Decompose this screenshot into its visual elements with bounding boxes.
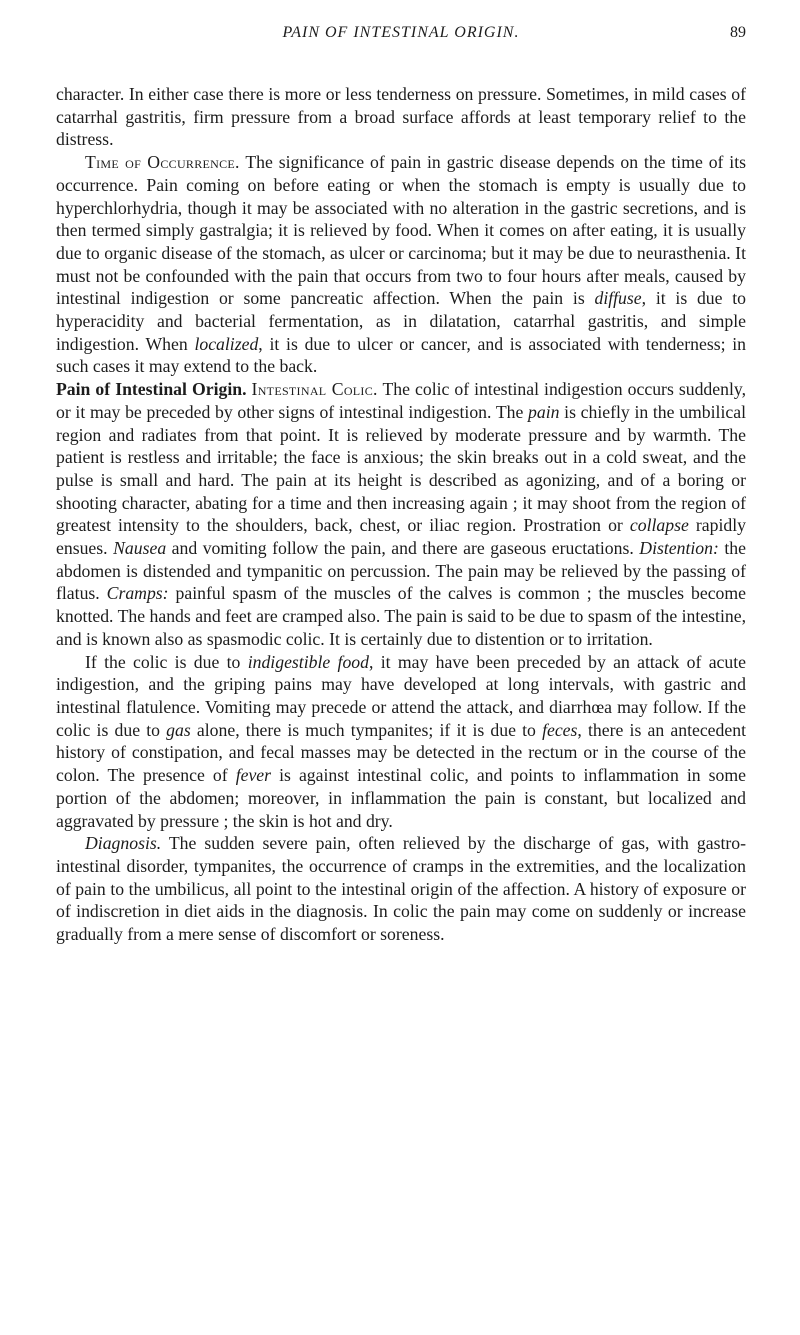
emphasis-text: Cramps: [106,583,169,604]
paragraph-diagnosis [56,832,746,946]
text-run: rapidly ensues. [56,515,746,559]
text-run: , it may have been preceded by an attack of acute indigestion, and the griping pains may have developed at long intervals, with gastric and intestinal flatulence. Vomiting may precede or attend the attack, and diarrhœa may follow. If the colic is due to [56,651,747,740]
emphasis-text: Time of Occurrence. [85,152,240,173]
text-run: and vomiting follow the pain, and there are gaseous eructations. [166,538,640,559]
text-run: is against intestinal colic, and points to inflammation in some portion of the abdomen; moreover, in inflammation the pain is constant, but localized and aggravated by pressure ; the skin is hot and dry. [56,765,746,831]
emphasis-text: Nausea [113,538,167,559]
emphasis-text: Pain of Intestinal Origin. [56,379,247,400]
emphasis-text: feces [542,719,578,740]
text-run: The colic of intestinal indigestion occurs suddenly, or it may be preceded by other signs of intestinal indigestion. The [56,379,746,422]
text-run: painful spasm of the muscles of the calves is common ; the muscles become knotted. The hands and feet are cramped also. The pain is said to be due to spasm of the intestine, and is known also as spasmodic colic. It is certainly due to distention or to irritation. [56,583,746,649]
text-run: character. In either case there is more or less tenderness on pressure. Sometimes, in mild cases of catarrhal gastritis, firm pressure from a broad surface affords at least temporary relief to the distress. [56,84,746,150]
paragraph-colic-causes [56,651,746,833]
emphasis-text: diffuse [594,288,642,309]
emphasis-text: indigestible food [247,651,369,672]
paragraph-intestinal-colic [56,378,746,650]
emphasis-text: pain [528,401,560,422]
text-run: , there is an antecedent history of constipation, and fecal masses may be detected in the rectum or in the course of the colon. The presence of [56,719,746,786]
emphasis-text: Intestinal Colic. [251,379,378,400]
page-number: 89 [730,24,746,41]
paragraph-continuation [56,83,746,151]
text-run: the abdomen is distended and tympanitic on percussion. The pain may be relieved by the passing of flatus. [56,538,747,604]
emphasis-text: Diagnosis. [85,833,162,854]
text-run: alone, there is much tympanites; if it is due to [190,719,543,740]
text-run: The significance of pain in gastric disease depends on the time of its occurrence. Pain coming on before eating or when the stomach is empty is usually due to hyperchlorhydria, though it may be associated with no alteration in the gastric secretions, and is then termed simply gastralgia; it is relieved by food. When it comes on after eating, it is usually due to organic disease of the stomach, as ulcer or carcinoma; but it may be due to neurasthenia. It must not be confounded with the pain that occurs from two to four hours after meals, caused by intestinal indigestion or some pancreatic affection. When the pain is [56,152,747,309]
emphasis-text: Distention: [639,538,719,559]
text-run: , it is due to hyperacidity and bacterial fermentation, as in dilatation, catarrhal gastritis, and simple indigestion. When [56,288,747,354]
text-run: The sudden severe pain, often relieved by the discharge of gas, with gastro-intestinal disorder, tympanites, the occurrence of cramps in the extremities, and the localization of pain to the umbilicus, all point to the intestinal origin of the affection. A history of exposure or of indiscretion in diet aids in the diagnosis. In colic the pain may come on suddenly or increase gradually from a mere sense of discomfort or soreness. [56,833,746,945]
emphasis-text: collapse [629,515,689,536]
body-text [56,83,746,946]
emphasis-text: gas [166,719,191,740]
running-title: PAIN OF INTESTINAL ORIGIN. [282,24,520,41]
text-run: , it is due to ulcer or cancer, and is associated with tenderness; in such cases it may extend to the back. [56,333,746,377]
paragraph-time-of-occurrence [56,151,746,378]
text-run: If the colic is due to [85,651,248,672]
running-head [56,18,746,48]
text-run: is chiefly in the umbilical region and radiates from that point. It is relieved by moderate pressure and by warmth. The patient is restless and irritable; the face is anxious; the skin breaks out in a cold sweat, and the pulse is small and hard. The pain at its height is described as agonizing, and of a boring or shooting character, abating for a time and then increasing again ; it may shoot from the region of greatest intensity to the shoulders, back, chest, or iliac region. Prostration or [56,401,746,536]
emphasis-text: fever [235,765,272,786]
emphasis-text: localized [194,333,259,354]
